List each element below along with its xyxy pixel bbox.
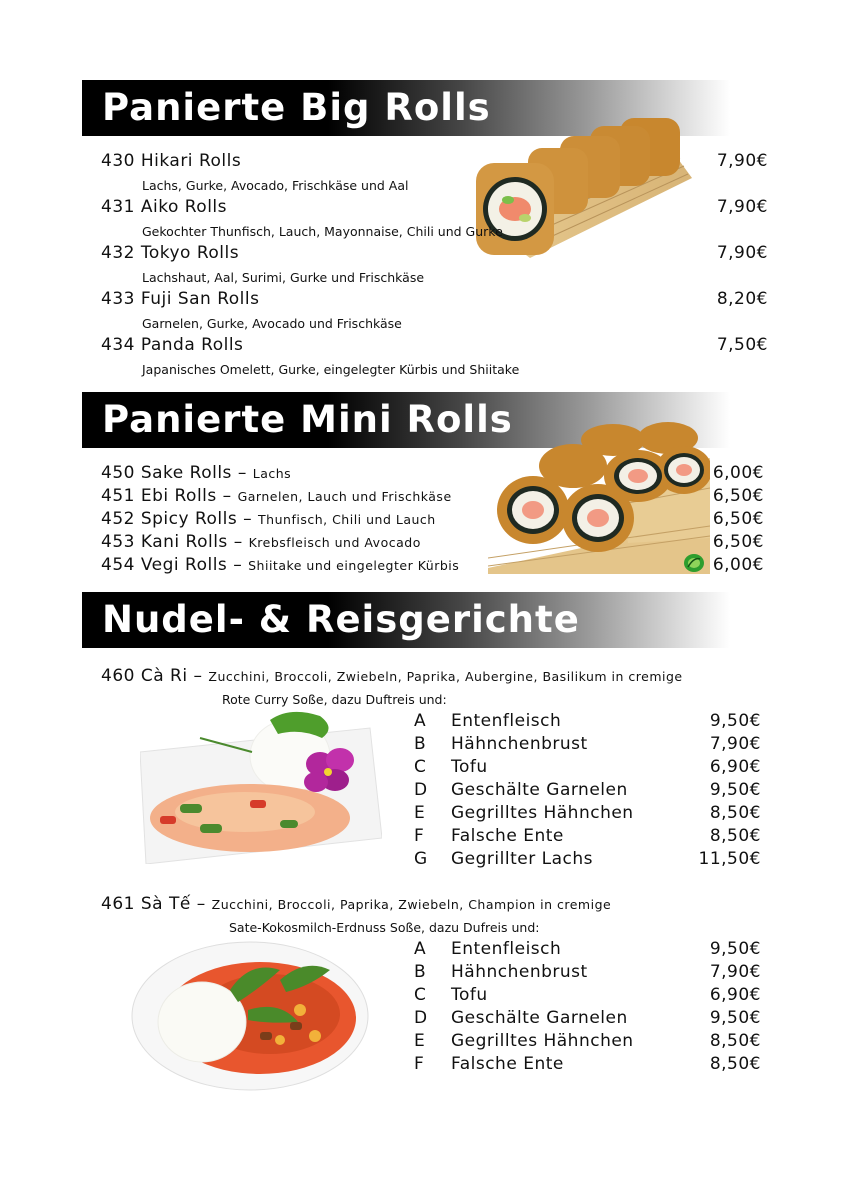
vegetarian-leaf-icon <box>683 553 705 573</box>
sate-dish-photo <box>130 940 370 1092</box>
dash-separator: – <box>193 666 203 686</box>
option-letter: B <box>414 962 427 982</box>
option-price: 6,90€ <box>709 985 761 1005</box>
menu-item-description: Krebsfleisch und Avocado <box>248 535 421 550</box>
option-label: Hähnchenbrust <box>451 962 588 982</box>
dish-description: Zucchini, Broccoli, Paprika, Zwiebeln, Champion in cremige <box>211 897 612 912</box>
menu-item-price: 7,50€ <box>716 335 768 355</box>
option-letter: E <box>414 803 426 823</box>
option-price: 8,50€ <box>709 826 761 846</box>
menu-item-row <box>101 555 459 575</box>
option-label: Gegrilltes Hähnchen <box>451 1031 634 1051</box>
option-label: Geschälte Garnelen <box>451 1008 628 1028</box>
menu-item-price: 6,50€ <box>712 509 764 529</box>
menu-item-price: 8,20€ <box>716 289 768 309</box>
menu-item-price: 7,90€ <box>716 243 768 263</box>
option-label: Entenfleisch <box>451 711 562 731</box>
option-label: Falsche Ente <box>451 1054 564 1074</box>
menu-item-price: 7,90€ <box>716 151 768 171</box>
option-letter: B <box>414 734 427 754</box>
menu-item-price: 6,50€ <box>712 486 764 506</box>
menu-item-name: 433 Fuji San Rolls <box>101 289 260 309</box>
menu-item-name: 453 Kani Rolls <box>101 532 228 552</box>
menu-item-name: 450 Sake Rolls <box>101 463 232 483</box>
option-price: 9,50€ <box>709 939 761 959</box>
mini-rolls-photo <box>488 418 710 574</box>
section-title-big-rolls: Panierte Big Rolls <box>82 80 730 136</box>
option-letter: D <box>414 1008 428 1028</box>
option-price: 8,50€ <box>709 1054 761 1074</box>
option-letter: E <box>414 1031 426 1051</box>
menu-item-name: 454 Vegi Rolls <box>101 555 228 575</box>
option-price: 8,50€ <box>709 803 761 823</box>
option-price: 7,90€ <box>709 734 761 754</box>
option-price: 9,50€ <box>709 1008 761 1028</box>
menu-item-name: 451 Ebi Rolls <box>101 486 217 506</box>
dish-header <box>101 894 611 914</box>
menu-item-row <box>101 486 452 506</box>
menu-item-description: Lachs, Gurke, Avocado, Frischkäse und Aal <box>142 178 409 193</box>
option-price: 6,90€ <box>709 757 761 777</box>
option-label: Tofu <box>451 985 488 1005</box>
menu-item-price: 6,00€ <box>712 463 764 483</box>
menu-item-description: Lachshaut, Aal, Surimi, Gurke und Frischkäse <box>142 270 425 285</box>
menu-item-name: 452 Spicy Rolls <box>101 509 238 529</box>
dish-description-line2: Rote Curry Soße, dazu Duftreis und: <box>222 692 447 707</box>
option-letter: C <box>414 757 427 777</box>
dish-name: 460 Cà Ri <box>101 666 188 686</box>
dish-description: Zucchini, Broccoli, Zwiebeln, Paprika, Aubergine, Basilikum in cremige <box>208 669 683 684</box>
menu-item-row <box>101 463 291 483</box>
dash-separator: – <box>233 532 243 552</box>
option-price: 7,90€ <box>709 962 761 982</box>
section-title-mini-rolls: Panierte Mini Rolls <box>82 392 730 448</box>
option-letter: C <box>414 985 427 1005</box>
option-label: Gegrillter Lachs <box>451 849 593 869</box>
option-label: Falsche Ente <box>451 826 564 846</box>
option-price: 8,50€ <box>709 1031 761 1051</box>
dash-separator: – <box>196 894 206 914</box>
option-label: Entenfleisch <box>451 939 562 959</box>
dish-name: 461 Sà Tế <box>101 894 191 914</box>
menu-item-row <box>101 532 421 552</box>
menu-item-description: Thunfisch, Chili und Lauch <box>258 512 436 527</box>
menu-item-name: 432 Tokyo Rolls <box>101 243 240 263</box>
menu-item-name: 430 Hikari Rolls <box>101 151 242 171</box>
dash-separator: – <box>243 509 253 529</box>
option-letter: G <box>414 849 428 869</box>
menu-item-name: 434 Panda Rolls <box>101 335 244 355</box>
menu-item-name: 431 Aiko Rolls <box>101 197 227 217</box>
option-label: Tofu <box>451 757 488 777</box>
curry-dish-photo <box>140 708 382 864</box>
option-label: Geschälte Garnelen <box>451 780 628 800</box>
option-letter: D <box>414 780 428 800</box>
section-title-noodles: Nudel- & Reisgerichte <box>82 592 730 648</box>
menu-item-description: Garnelen, Lauch und Frischkäse <box>237 489 452 504</box>
dish-header <box>101 666 683 686</box>
menu-item-price: 6,50€ <box>712 532 764 552</box>
menu-item-description: Lachs <box>252 466 292 481</box>
dash-separator: – <box>222 486 232 506</box>
dish-description-line2: Sate-Kokosmilch-Erdnuss Soße, dazu Dufreis und: <box>229 920 540 935</box>
dash-separator: – <box>233 555 243 575</box>
option-letter: F <box>414 826 425 846</box>
option-letter: F <box>414 1054 425 1074</box>
menu-item-description: Gekochter Thunfisch, Lauch, Mayonnaise, Chili und Gurke <box>142 224 503 239</box>
option-price: 11,50€ <box>698 849 761 869</box>
menu-item-row <box>101 509 436 529</box>
big-rolls-photo <box>470 108 692 258</box>
menu-item-price: 6,00€ <box>712 555 764 575</box>
menu-item-description: Garnelen, Gurke, Avocado und Frischkäse <box>142 316 402 331</box>
option-price: 9,50€ <box>709 711 761 731</box>
option-letter: A <box>414 711 427 731</box>
option-label: Hähnchenbrust <box>451 734 588 754</box>
menu-item-description: Japanisches Omelett, Gurke, eingelegter Kürbis und Shiitake <box>142 362 520 377</box>
menu-item-price: 7,90€ <box>716 197 768 217</box>
option-label: Gegrilltes Hähnchen <box>451 803 634 823</box>
option-letter: A <box>414 939 427 959</box>
dash-separator: – <box>237 463 247 483</box>
option-price: 9,50€ <box>709 780 761 800</box>
menu-item-description: Shiitake und eingelegter Kürbis <box>248 558 460 573</box>
